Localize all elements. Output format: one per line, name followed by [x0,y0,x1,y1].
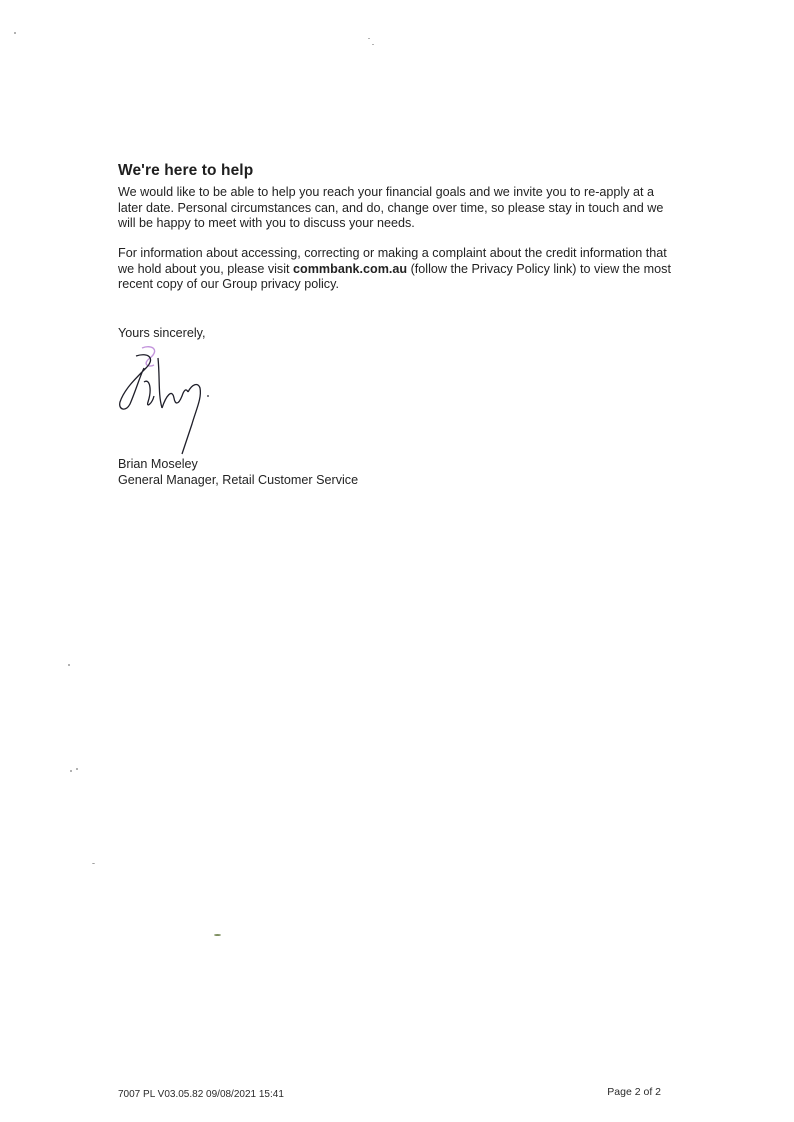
scan-speck [92,863,95,864]
scan-speck [76,768,78,770]
scan-speck [14,32,16,34]
scan-speck [214,934,221,936]
signer-name: Brian Moseley [118,457,198,471]
page-number: Page 2 of 2 [607,1086,661,1098]
privacy-text-end: (follow the Privacy Policy link) to view the most recent copy of our Group privacy policy. [118,261,671,292]
signer-title: General Manager, Retail Customer Service [118,473,359,487]
privacy-text-start: For information about accessing, correcting or making a complaint about the credit information that we hold about you, please visit [118,246,667,276]
scan-speck [368,38,370,39]
scan-speck [372,44,374,45]
handwritten-signature [112,338,222,458]
paragraph-privacy-info [118,246,678,293]
document-reference: 7007 PL V03.05.82 09/08/2021 15:41 [118,1089,284,1100]
paragraph-invite-reapply: We would like to be able to help you reach your financial goals and we invite you to re-apply at a later date. Personal circumstances can, and do, change over time, so please stay in touch and we will be happy to meet with you to discuss your needs. [118,185,664,231]
closing-salutation: Yours sincerely, [118,326,206,340]
commbank-website-text: commbank.com.au [293,261,408,276]
section-heading: We're here to help [118,162,254,179]
scan-speck [70,770,72,772]
scan-speck [68,664,70,666]
